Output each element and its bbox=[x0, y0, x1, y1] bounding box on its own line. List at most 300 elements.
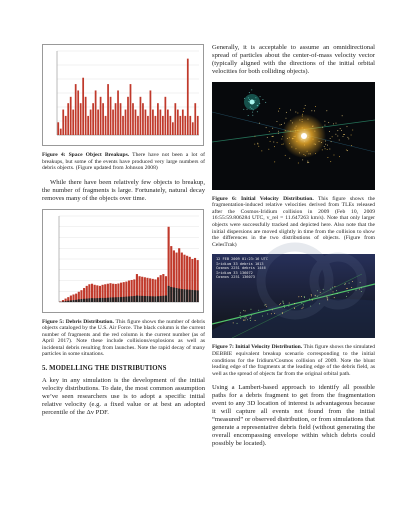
debris-point bbox=[360, 282, 361, 283]
fig5-bar-fragments bbox=[86, 298, 88, 301]
body-paragraph-lambert: Using a Lambert-based approach to identify all possible paths for a debris fragment to get from the fragmentation event to any 3D location of interest is advantageous because it will capture all events not found from the initial “measured” or observed distribution, or from simulations that generate a representative debris field (without generating the overall encompassing envelope within which debris could possibly be located). bbox=[212, 384, 375, 447]
fig5-bar-fragments bbox=[80, 298, 82, 301]
left-column bbox=[42, 44, 205, 417]
fig4-bar bbox=[150, 90, 152, 135]
fig4-bar bbox=[80, 103, 82, 135]
debris-point bbox=[251, 316, 252, 317]
fig5-bar-fragments bbox=[107, 297, 109, 301]
fig4-bar bbox=[145, 110, 147, 135]
fig5-bar-fragments bbox=[197, 290, 199, 302]
section-heading: 5. MODELLING THE DISTRIBUTIONS bbox=[42, 365, 167, 373]
debris-point bbox=[303, 111, 304, 112]
fig5-bar-fragments bbox=[178, 288, 180, 301]
debris-point bbox=[331, 141, 332, 142]
debris-point bbox=[249, 92, 250, 93]
fig4-bar bbox=[100, 97, 102, 135]
debris-point bbox=[333, 123, 334, 124]
debris-point bbox=[347, 137, 348, 138]
debris-point bbox=[252, 114, 253, 115]
debris-point bbox=[329, 131, 330, 132]
fig4-bar bbox=[105, 116, 107, 135]
fig5-bar-fragments bbox=[191, 289, 193, 301]
debris-point bbox=[257, 142, 258, 143]
debris-point bbox=[319, 304, 320, 305]
fig4-bar bbox=[82, 78, 84, 135]
fig5-bar-fragments bbox=[120, 297, 122, 302]
fig4-bar bbox=[85, 97, 87, 135]
debris-point bbox=[351, 134, 352, 135]
debris-point bbox=[272, 127, 273, 128]
fig4-bar bbox=[155, 116, 157, 135]
debris-point bbox=[346, 296, 347, 297]
fig4-bar bbox=[147, 116, 149, 135]
debris-point bbox=[243, 109, 244, 110]
debris-point bbox=[278, 130, 279, 131]
debris-point bbox=[304, 296, 305, 297]
fig5-bar-fragments bbox=[72, 300, 74, 302]
debris-point bbox=[278, 132, 279, 133]
fig5-bar-fragments bbox=[133, 295, 135, 301]
debris-point bbox=[258, 310, 259, 311]
fig4-bar bbox=[75, 84, 77, 135]
fig5-bar-fragments bbox=[102, 297, 104, 301]
debris-point bbox=[288, 306, 289, 307]
debris-point bbox=[266, 307, 267, 308]
fig5-bar-fragments bbox=[109, 297, 111, 302]
debris-point bbox=[349, 283, 350, 284]
fig4-bar bbox=[169, 116, 171, 135]
fig4-bar bbox=[67, 103, 69, 135]
fig5-bar-fragments bbox=[194, 290, 196, 302]
debris-point bbox=[335, 122, 336, 123]
debris-point bbox=[324, 146, 325, 147]
fig6-caption-label: Figure 6: Initial Velocity Distribution. bbox=[212, 195, 314, 202]
debris-point bbox=[335, 133, 336, 134]
fig5-bar-fragments bbox=[123, 296, 125, 301]
debris-point bbox=[273, 141, 274, 142]
debris-point bbox=[359, 289, 360, 290]
fig7-readout bbox=[216, 257, 268, 279]
fig7-caption-label: Figure 7: Initial Velocity Distribution. bbox=[212, 344, 303, 351]
debris-point bbox=[245, 311, 246, 312]
fig4-bar bbox=[182, 110, 184, 135]
debris-point bbox=[280, 303, 281, 304]
debris-point bbox=[298, 162, 299, 163]
debris-point bbox=[326, 296, 327, 297]
fig4-bar bbox=[57, 122, 59, 135]
debris-point bbox=[266, 127, 267, 128]
debris-point bbox=[317, 291, 318, 292]
debris-point bbox=[351, 287, 352, 288]
debris-point bbox=[345, 284, 346, 285]
fig5-bar-fragments bbox=[125, 296, 127, 301]
debris-point bbox=[343, 134, 344, 135]
debris-point bbox=[295, 111, 296, 112]
debris-point bbox=[294, 303, 295, 304]
fig4-bar bbox=[135, 110, 137, 135]
fig4-bar bbox=[140, 97, 142, 135]
fig5-bar-fragments bbox=[157, 296, 159, 302]
fig5-bar-fragments bbox=[162, 295, 164, 301]
debris-point bbox=[339, 156, 340, 157]
debris-point bbox=[320, 292, 321, 293]
fig7-caption-text: This figure shows the simulated DEBBIE equivalent breakup scenario corresponding to the initial conditions for the Iridium/Cosmos collision of 2009. Note the blunt leading edge of the fragments at the leading edge of the debris field, as well as the spread of objects far from the original orbital path. bbox=[212, 344, 375, 377]
debris-point bbox=[309, 299, 310, 300]
debris-point bbox=[283, 302, 284, 303]
fig5-bar-fragments bbox=[99, 298, 101, 302]
fig6-velocity-image bbox=[212, 82, 375, 190]
debris-point bbox=[334, 286, 335, 287]
fig5-bar-fragments bbox=[75, 299, 77, 301]
body-paragraph-breakup: While there have been relatively few objects to breakup, the number of fragments is large. Fortunately, natural decay removes many of the objects over time. bbox=[42, 178, 205, 202]
debris-point bbox=[361, 288, 362, 289]
debris-point bbox=[260, 96, 261, 97]
debris-point bbox=[304, 108, 305, 109]
debris-point bbox=[336, 291, 337, 292]
debris-point bbox=[290, 109, 291, 110]
debris-point bbox=[317, 296, 318, 297]
fig4-bar bbox=[122, 116, 124, 135]
debris-point bbox=[279, 108, 280, 109]
debris-point bbox=[324, 124, 325, 125]
debris-point bbox=[310, 306, 311, 307]
debris-point bbox=[240, 315, 241, 316]
fig4-bar bbox=[90, 110, 92, 135]
fig5-bar-fragments bbox=[183, 289, 185, 302]
fig4-bar bbox=[192, 122, 194, 135]
debris-point bbox=[323, 289, 324, 290]
debris-point bbox=[285, 117, 286, 118]
debris-point bbox=[247, 320, 248, 321]
fig4-caption-label: Figure 4: Space Object Breakups. bbox=[42, 152, 130, 158]
fig5-bar-fragments bbox=[136, 295, 138, 301]
fig5-bar-fragments bbox=[112, 297, 114, 302]
fig5-bar-fragments bbox=[91, 298, 93, 302]
fig4-caption-text: There have not been a lot of breakups, but some of the events have produced very large numbers of debris objects. (Figure updated from Johnson 2008) bbox=[42, 152, 205, 172]
fig5-bar-fragments bbox=[139, 295, 141, 301]
debris-point bbox=[330, 161, 331, 162]
debris-point bbox=[274, 313, 275, 314]
fig4-caption bbox=[42, 152, 205, 172]
debris-point bbox=[301, 303, 302, 304]
debris-point bbox=[269, 131, 270, 132]
debris-point bbox=[325, 143, 326, 144]
debris-point bbox=[282, 301, 283, 302]
fig5-bar-fragments bbox=[146, 296, 148, 302]
debris-point bbox=[352, 129, 353, 130]
fig4-bar bbox=[177, 110, 179, 135]
debris-point bbox=[340, 128, 341, 129]
debris-point bbox=[270, 140, 271, 141]
debris-point bbox=[332, 294, 333, 295]
debris-point bbox=[327, 149, 328, 150]
debris-point bbox=[294, 308, 295, 309]
debris-point bbox=[284, 307, 285, 308]
fig6-caption-text: This figure shows the fragmentation-induced relative velocities derived from TLEs released after the Cosmos-Iridium collision in 2009 (Feb 10, 2009 16:55:59.806284 UTC, v_rel = 11.647263 km/s). Note that only larger objects were successfully tracked and depicted here. Also note that the initial dispersions are moved slightly in time from the collision to show the differences in the two distributions of objects. (Figure from CelesTrak) bbox=[212, 195, 375, 248]
debris-point bbox=[304, 297, 305, 298]
debris-point bbox=[284, 305, 285, 306]
debris-point bbox=[282, 313, 283, 314]
debris-point bbox=[279, 304, 280, 305]
fig5-bar-fragments bbox=[67, 300, 69, 301]
fig5-bar-fragments bbox=[96, 298, 98, 302]
fig4-bar bbox=[172, 122, 174, 135]
fig4-bar bbox=[189, 116, 191, 135]
fig5-bar-fragments bbox=[152, 296, 154, 302]
fig4-bar bbox=[142, 103, 144, 135]
debris-point bbox=[303, 305, 304, 306]
debris-point bbox=[328, 122, 329, 123]
debris-point bbox=[249, 318, 250, 319]
fig5-bar-fragments bbox=[88, 298, 90, 302]
fig5-bar-fragments bbox=[141, 295, 143, 301]
fig4-bar bbox=[127, 97, 129, 135]
debris-point bbox=[327, 298, 328, 299]
fig4-bar bbox=[117, 90, 119, 135]
debris-point bbox=[301, 308, 302, 309]
debris-point bbox=[255, 320, 256, 321]
debris-point bbox=[258, 145, 259, 146]
fig4-bar bbox=[174, 103, 176, 135]
debris-point bbox=[308, 162, 309, 163]
debris-point bbox=[282, 313, 283, 314]
fig5-bar-fragments bbox=[117, 297, 119, 302]
fig4-bar bbox=[132, 103, 134, 135]
debris-point bbox=[267, 136, 268, 137]
fig4-bar bbox=[197, 116, 199, 135]
debris-point bbox=[246, 318, 247, 319]
debris-point bbox=[274, 161, 275, 162]
debris-point bbox=[341, 129, 342, 130]
debris-point bbox=[325, 148, 326, 149]
fig7-readout-line: Cosmos 2251 136073 bbox=[216, 275, 255, 279]
debris-point bbox=[315, 106, 316, 107]
debris-point bbox=[327, 144, 328, 145]
debris-point bbox=[267, 314, 268, 315]
debris-point bbox=[285, 154, 286, 155]
debris-point bbox=[286, 111, 287, 112]
debris-point bbox=[307, 160, 308, 161]
fig5-bar-fragments bbox=[170, 286, 172, 301]
debris-point bbox=[289, 157, 290, 158]
debris-point bbox=[348, 138, 349, 139]
fig4-bar bbox=[187, 59, 189, 135]
fig5-caption-label: Figure 5: Debris Distribution. bbox=[42, 318, 114, 325]
fig7-readout-line: Cosmos 2251 debris 1446 bbox=[216, 266, 266, 271]
fig4-bar bbox=[167, 110, 169, 135]
fig4-bar bbox=[92, 103, 94, 135]
debris-point bbox=[302, 159, 303, 160]
debris-point bbox=[289, 303, 290, 304]
debris-point bbox=[273, 136, 274, 137]
debris-point bbox=[312, 300, 313, 301]
fig4-bar bbox=[125, 110, 127, 135]
fig5-bar-fragments bbox=[165, 295, 167, 301]
fig4-bar bbox=[60, 129, 62, 135]
debris-point bbox=[245, 317, 246, 318]
debris-point bbox=[265, 305, 266, 306]
debris-point bbox=[334, 298, 335, 299]
debris-point bbox=[261, 150, 262, 151]
debris-point bbox=[337, 293, 338, 294]
fig5-bar-fragments bbox=[160, 295, 162, 301]
debris-point bbox=[279, 124, 280, 125]
debris-point bbox=[264, 305, 265, 306]
debris-point bbox=[322, 149, 323, 150]
fig5-bar-fragments bbox=[173, 287, 175, 302]
debris-point bbox=[274, 146, 275, 147]
debris-point bbox=[361, 291, 362, 292]
debris-point bbox=[332, 136, 333, 137]
body-paragraph-modelling: A key in any simulation is the development of the initial velocity distributions. To date, the most common assumption we’ve seen researchers use is to adopt a specific initial relative velocity (e.g. a fixed value or at best an adopted percentile of the Δv PDF. bbox=[42, 377, 205, 416]
debris-point bbox=[237, 323, 238, 324]
debris-point bbox=[346, 288, 347, 289]
debris-point bbox=[262, 99, 263, 100]
debris-point bbox=[337, 135, 338, 136]
fig4-bar-chart bbox=[42, 44, 204, 146]
debris-point bbox=[281, 124, 282, 125]
debris-point bbox=[278, 110, 279, 111]
debris-point bbox=[346, 149, 347, 150]
debris-point bbox=[240, 318, 241, 319]
fig4-bar bbox=[194, 103, 196, 135]
debris-point bbox=[243, 320, 244, 321]
debris-point bbox=[243, 310, 244, 311]
debris-point bbox=[327, 300, 328, 301]
debris-point bbox=[244, 317, 245, 318]
debris-point bbox=[311, 294, 312, 295]
fig5-bar-fragments bbox=[70, 300, 72, 302]
fig4-bar bbox=[137, 116, 139, 135]
fig5-bar-fragments bbox=[104, 297, 106, 301]
body-paragraph-omnidirectional: Generally, it is acceptable to assume an omnidirectional spread of particles about the center-of-mass velocity vector (typically aligned with the directions of the initial orbital velocities for both colliding objects). bbox=[212, 44, 375, 75]
fig7-simulation-image bbox=[212, 254, 375, 338]
debris-point bbox=[337, 130, 338, 131]
fig5-bar-fragments bbox=[115, 297, 117, 302]
debris-point bbox=[272, 135, 273, 136]
fig5-bar-fragments bbox=[189, 289, 191, 301]
debris-point bbox=[314, 110, 315, 111]
fig4-bar bbox=[77, 90, 79, 135]
fig4-bar bbox=[70, 97, 72, 135]
fig4-bar bbox=[162, 116, 164, 135]
debris-point bbox=[240, 313, 241, 314]
fig4-bar bbox=[115, 103, 117, 135]
debris-point bbox=[305, 105, 306, 106]
fig5-bar-fragments bbox=[181, 289, 183, 302]
fig4-bar bbox=[152, 110, 154, 135]
fig5-bar-fragments bbox=[131, 296, 133, 302]
fig5-bar-fragments bbox=[154, 296, 156, 302]
fig5-bar-chart bbox=[42, 209, 204, 313]
fig5-bar-fragments bbox=[65, 301, 67, 302]
fig5-bar-fragments bbox=[175, 288, 177, 302]
fig4-bar bbox=[164, 97, 166, 135]
debris-point bbox=[311, 110, 312, 111]
debris-point bbox=[248, 115, 249, 116]
debris-point bbox=[347, 150, 348, 151]
debris-point bbox=[351, 145, 352, 146]
fig5-bar-fragments bbox=[144, 295, 146, 301]
debris-point bbox=[329, 148, 330, 149]
debris-point bbox=[254, 143, 255, 144]
fig4-bar bbox=[157, 103, 159, 135]
debris-point bbox=[259, 122, 260, 123]
fig7-readout-line: 12 FEB 2009 01:23:16 UTC bbox=[216, 257, 268, 262]
debris-point bbox=[330, 289, 331, 290]
debris-point bbox=[297, 112, 298, 113]
fig4-bar bbox=[65, 116, 67, 135]
fig4-bar bbox=[87, 116, 89, 135]
debris-point bbox=[281, 143, 282, 144]
debris-point bbox=[245, 320, 246, 321]
debris-point bbox=[301, 296, 302, 297]
debris-point bbox=[307, 162, 308, 163]
debris-point bbox=[333, 292, 334, 293]
debris-point bbox=[344, 284, 345, 285]
fig5-bar-fragments bbox=[78, 299, 80, 302]
fig4-bar bbox=[72, 110, 74, 135]
debris-point bbox=[277, 142, 278, 143]
debris-point bbox=[344, 134, 345, 135]
debris-point bbox=[251, 89, 252, 90]
debris-point bbox=[339, 139, 340, 140]
fig4-bar bbox=[130, 84, 132, 135]
fig5-bar-fragments bbox=[128, 296, 130, 302]
debris-point bbox=[276, 121, 277, 122]
fig4-bar bbox=[160, 110, 162, 135]
debris-point bbox=[326, 110, 327, 111]
debris-point bbox=[327, 157, 328, 158]
fig5-bar-fragments bbox=[149, 296, 151, 302]
fig5-bar-fragments bbox=[62, 301, 64, 302]
fig5-caption-text: This figure shows the number of debris objects cataloged by the U.S. Air Force. The black column is the current number of fragments and the red column is the current number (as of April 2017). Note these include collisions/explosions as well as incidental debris resulting from launches. Note the rapid decay of many particles in some situations. bbox=[42, 318, 205, 358]
right-column bbox=[212, 44, 375, 448]
fig4-bar bbox=[95, 90, 97, 135]
debris-point bbox=[265, 101, 266, 102]
debris-point bbox=[233, 323, 234, 324]
fig4-bar bbox=[184, 116, 186, 135]
debris-point bbox=[348, 292, 349, 293]
fig5-bar-fragments bbox=[186, 289, 188, 301]
debris-point bbox=[268, 148, 269, 149]
debris-point bbox=[346, 126, 347, 127]
fig5-bar-fragments bbox=[168, 285, 170, 301]
debris-point bbox=[252, 111, 253, 112]
fig5-bar-fragments bbox=[83, 298, 85, 301]
debris-point bbox=[311, 296, 312, 297]
debris-point bbox=[332, 287, 333, 288]
debris-point bbox=[343, 136, 344, 137]
debris-point bbox=[250, 309, 251, 310]
debris-point bbox=[271, 314, 272, 315]
fig4-bar bbox=[97, 110, 99, 135]
fig6-caption bbox=[212, 196, 375, 249]
fig4-bar bbox=[102, 103, 104, 135]
debris-point bbox=[352, 281, 353, 282]
debris-point bbox=[315, 295, 316, 296]
debris-point bbox=[342, 115, 343, 116]
debris-point bbox=[324, 120, 325, 121]
fig7-caption bbox=[212, 344, 375, 377]
debris-point bbox=[272, 310, 273, 311]
debris-point bbox=[262, 316, 263, 317]
fig4-bar bbox=[107, 84, 109, 135]
fig4-bar bbox=[62, 110, 64, 135]
fig5-bar-fragments bbox=[94, 298, 96, 302]
debris-point bbox=[333, 154, 334, 155]
debris-point bbox=[283, 303, 284, 304]
